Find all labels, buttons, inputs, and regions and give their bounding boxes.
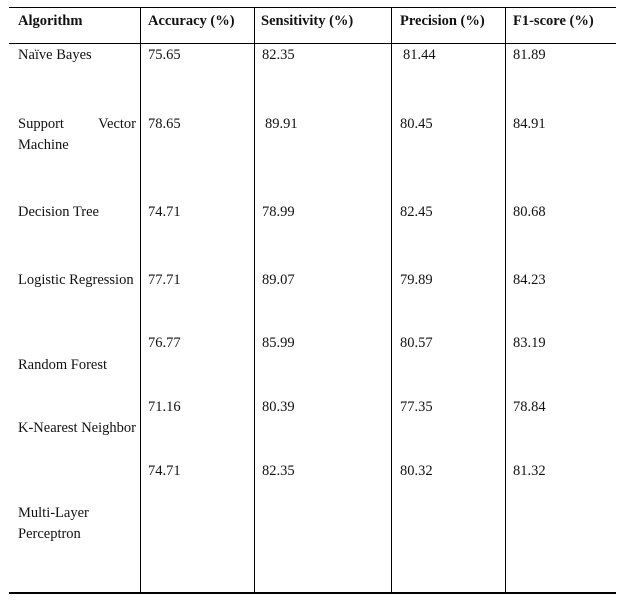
table-bottom-rule	[9, 592, 616, 594]
column-divider	[254, 7, 255, 593]
row-6-precision: 77.35	[400, 399, 433, 415]
row-1-accuracy: 75.65	[148, 47, 181, 63]
row-5-precision: 80.57	[400, 335, 433, 351]
row-7-accuracy: 74.71	[148, 463, 181, 479]
row-6-f1: 78.84	[513, 399, 546, 415]
table-top-rule	[9, 7, 616, 8]
row-3-precision: 82.45	[400, 204, 433, 220]
row-7-precision: 80.32	[400, 463, 433, 479]
row-2-algorithm: Support Vector Machine	[18, 116, 136, 153]
row-2-precision: 80.45	[400, 116, 433, 132]
row-4-accuracy: 77.71	[148, 272, 181, 288]
row-1-algorithm: Naïve Bayes	[18, 47, 92, 63]
row-6-sensitivity: 80.39	[262, 399, 295, 415]
column-divider	[140, 7, 141, 593]
row-6-accuracy: 71.16	[148, 399, 181, 415]
row-3-sensitivity: 78.99	[262, 204, 295, 220]
row-2-accuracy: 78.65	[148, 116, 181, 132]
row-5-sensitivity: 85.99	[262, 335, 295, 351]
row-5-f1: 83.19	[513, 335, 546, 351]
table-header-rule	[9, 43, 616, 44]
row-4-sensitivity: 89.07	[262, 272, 295, 288]
header-sensitivity: Sensitivity (%)	[261, 13, 354, 29]
row-1-f1: 81.89	[513, 47, 546, 63]
row-7-f1: 81.32	[513, 463, 546, 479]
header-f1-score: F1-score (%)	[513, 13, 594, 29]
row-3-accuracy: 74.71	[148, 204, 181, 220]
header-precision: Precision (%)	[400, 13, 485, 29]
header-algorithm: Algorithm	[18, 13, 83, 29]
header-accuracy: Accuracy (%)	[148, 13, 235, 29]
column-divider	[391, 7, 392, 593]
row-3-algorithm: Decision Tree	[18, 204, 99, 220]
column-divider	[505, 7, 506, 593]
row-1-sensitivity: 82.35	[262, 47, 295, 63]
row-6-algorithm: K-Nearest Neighbor	[18, 420, 136, 436]
row-2-f1: 84.91	[513, 116, 546, 132]
row-4-precision: 79.89	[400, 272, 433, 288]
row-3-f1: 80.68	[513, 204, 546, 220]
row-5-algorithm: Random Forest	[18, 357, 108, 373]
row-1-precision: 81.44	[403, 47, 436, 63]
row-4-f1: 84.23	[513, 272, 546, 288]
results-table	[9, 7, 616, 595]
row-7-sensitivity: 82.35	[262, 463, 295, 479]
row-2-sensitivity: 89.91	[265, 116, 298, 132]
row-4-algorithm: Logistic Regression	[18, 272, 134, 288]
row-5-accuracy: 76.77	[148, 335, 181, 351]
row-7-algorithm: Multi-Layer Perceptron	[18, 505, 89, 542]
